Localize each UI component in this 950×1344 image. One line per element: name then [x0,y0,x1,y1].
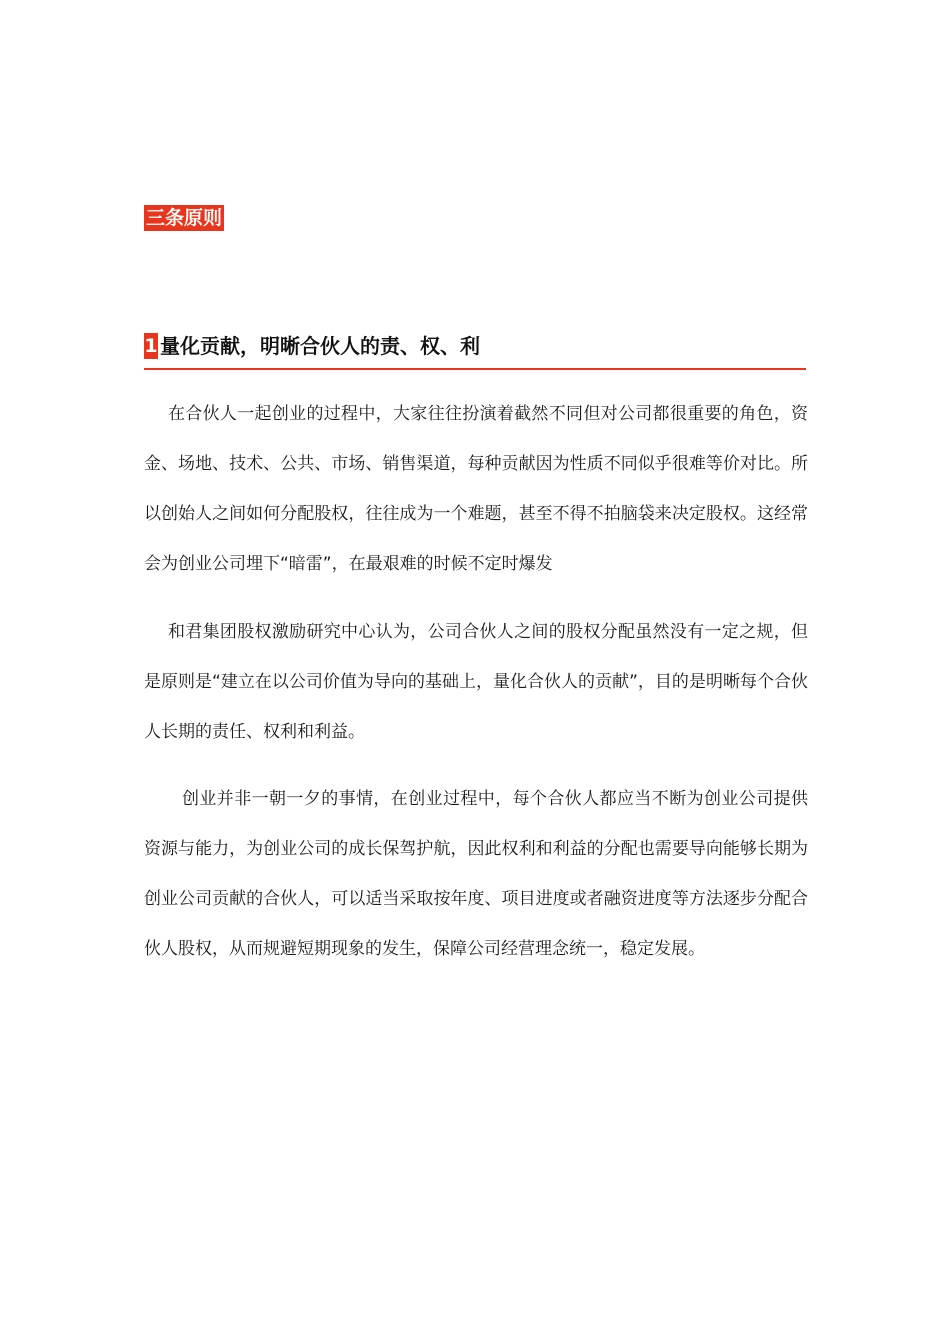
heading-number-badge: 1 [144,335,158,357]
principle-heading [144,331,806,361]
body-paragraph-1: 在合伙人一起创业的过程中，大家往往扮演着截然不同但对公司都很重要的角色，资金、场地、技术、公共、市场、销售渠道，每种贡献因为性质不同似乎很难等价对比。所以创始人之间如何分配股权，往往成为一个难题，甚至不得不拍脑袋来决定股权。这经常会为创业公司埋下“暗雷”，在最艰难的时候不定时爆发 [144,404,808,574]
heading-divider [144,368,806,370]
section-title-tag: 三条原则 [146,207,223,229]
body-paragraph-3: 创业并非一朝一夕的事情，在创业过程中，每个合伙人都应当不断为创业公司提供资源与能力，为创业公司的成长保驾护航，因此权利和利益的分配也需要导向能够长期为创业公司贡献的合伙人，可以适当采取按年度、项目进度或者融资进度等方法逐步分配合伙人股权，从而规避短期现象的发生，保障公司经营理念统一，稳定发展。 [144,789,808,959]
heading-title: 量化贡献，明晰合伙人的责、权、利 [160,334,480,358]
body-paragraph-2: 和君集团股权激励研究中心认为，公司合伙人之间的股权分配虽然没有一定之规，但是原则是“建立在以公司价值为导向的基础上，量化合伙人的贡献”，目的是明晰每个合伙人长期的责任、权利和利益。 [144,622,808,742]
